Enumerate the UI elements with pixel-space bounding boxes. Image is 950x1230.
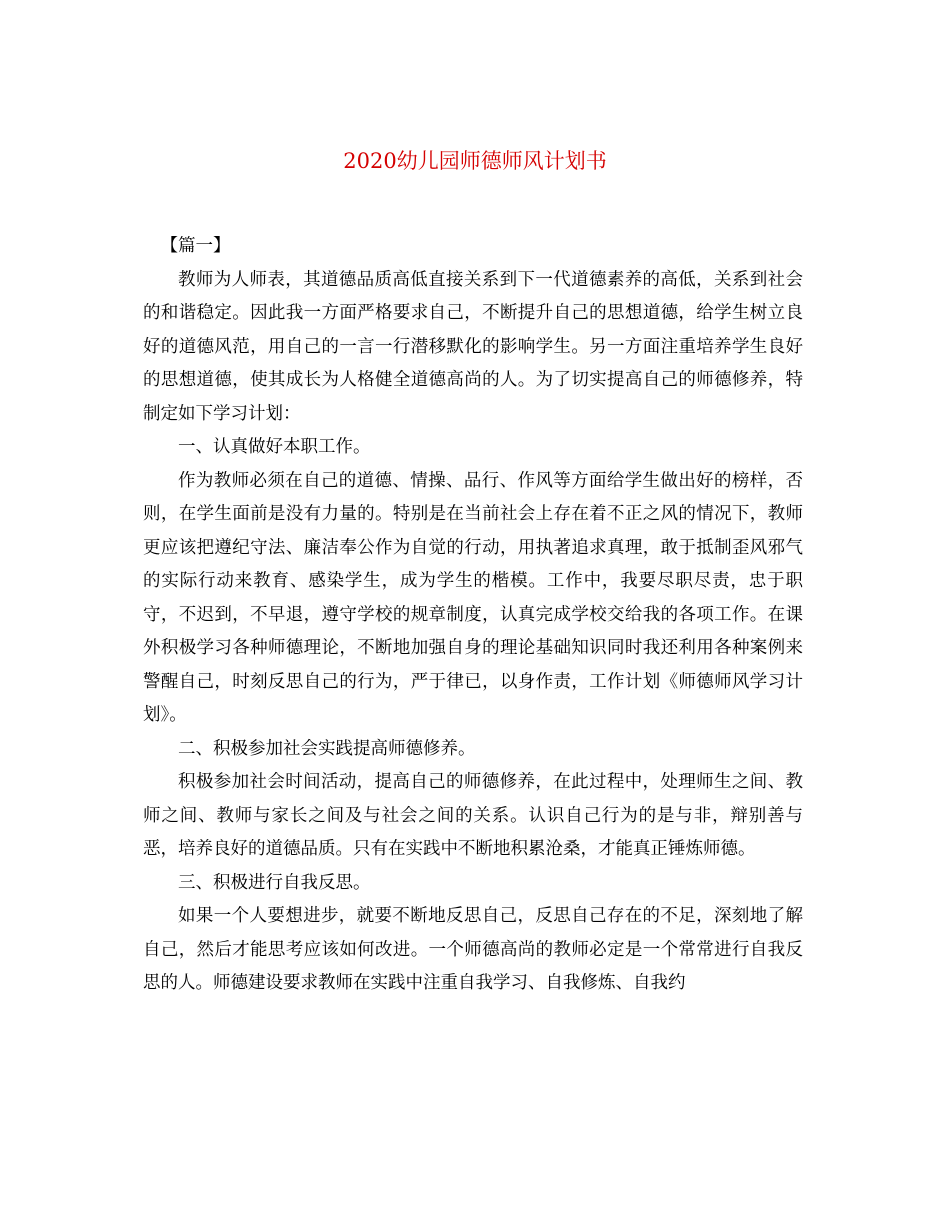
paragraph-intro: 教师为人师表，其道德品质高低直接关系到下一代道德素养的高低，关系到社会的和谐稳定。因此我一方面严格要求自己，不断提升自己的思想道德，给学生树立良好的道德风范，用自己的一言一行潜移默化的影响学生。另一方面注重培养学生良好的思想道德，使其成长为人格健全道德高尚的人。为了切实提高自己的师德修养，特制定如下学习计划： [143, 269, 803, 424]
paragraph-section-2: 积极参加社会时间活动，提高自己的师德修养，在此过程中，处理师生之间、教师之间、教师与家长之间及与社会之间的关系。认识自己行为的是与非，辩别善与恶，培养良好的道德品质。只有在实践中不断地积累沧桑，才能真正锤炼师德。 [143, 772, 803, 859]
section-label: 【篇一】 [160, 236, 231, 256]
heading-section-3: 三、积极进行自我反思。 [178, 872, 371, 893]
paragraph-section-1: 作为教师必须在自己的道德、情操、品行、作风等方面给学生做出好的榜样，否则，在学生面前是没有力量的。特别是在当前社会上存在着不正之风的情况下，教师更应该把遵纪守法、廉洁奉公作为自觉的行动，用执著追求真理，敢于抵制歪风邪气的实际行动来教育、感染学生，成为学生的楷模。工作中，我要尽职尽责，忠于职守，不迟到，不早退，遵守学校的规章制度，认真完成学校交给我的各项工作。在课外积极学习各种师德理论，不断地加强自身的理论基础知识同时我还利用各种案例来警醒自己，时刻反思自己的行为，严于律已，以身作责，工作计划《师德师风学习计划》。 [143, 470, 803, 725]
document-title: 2020幼儿园师德师风计划书 [343, 149, 607, 173]
paragraph-section-3: 如果一个人要想进步，就要不断地反思自己，反思自己存在的不足，深刻地了解自己，然后才能思考应该如何改进。一个师德高尚的教师必定是一个常常进行自我反思的人。师德建设要求教师在实践中注重自我学习、自我修炼、自我约 [143, 906, 803, 993]
heading-section-1: 一、认真做好本职工作。 [178, 437, 371, 457]
document-body [143, 230, 803, 1001]
heading-section-2: 二、积极参加社会实践提高师德修养。 [178, 738, 476, 759]
